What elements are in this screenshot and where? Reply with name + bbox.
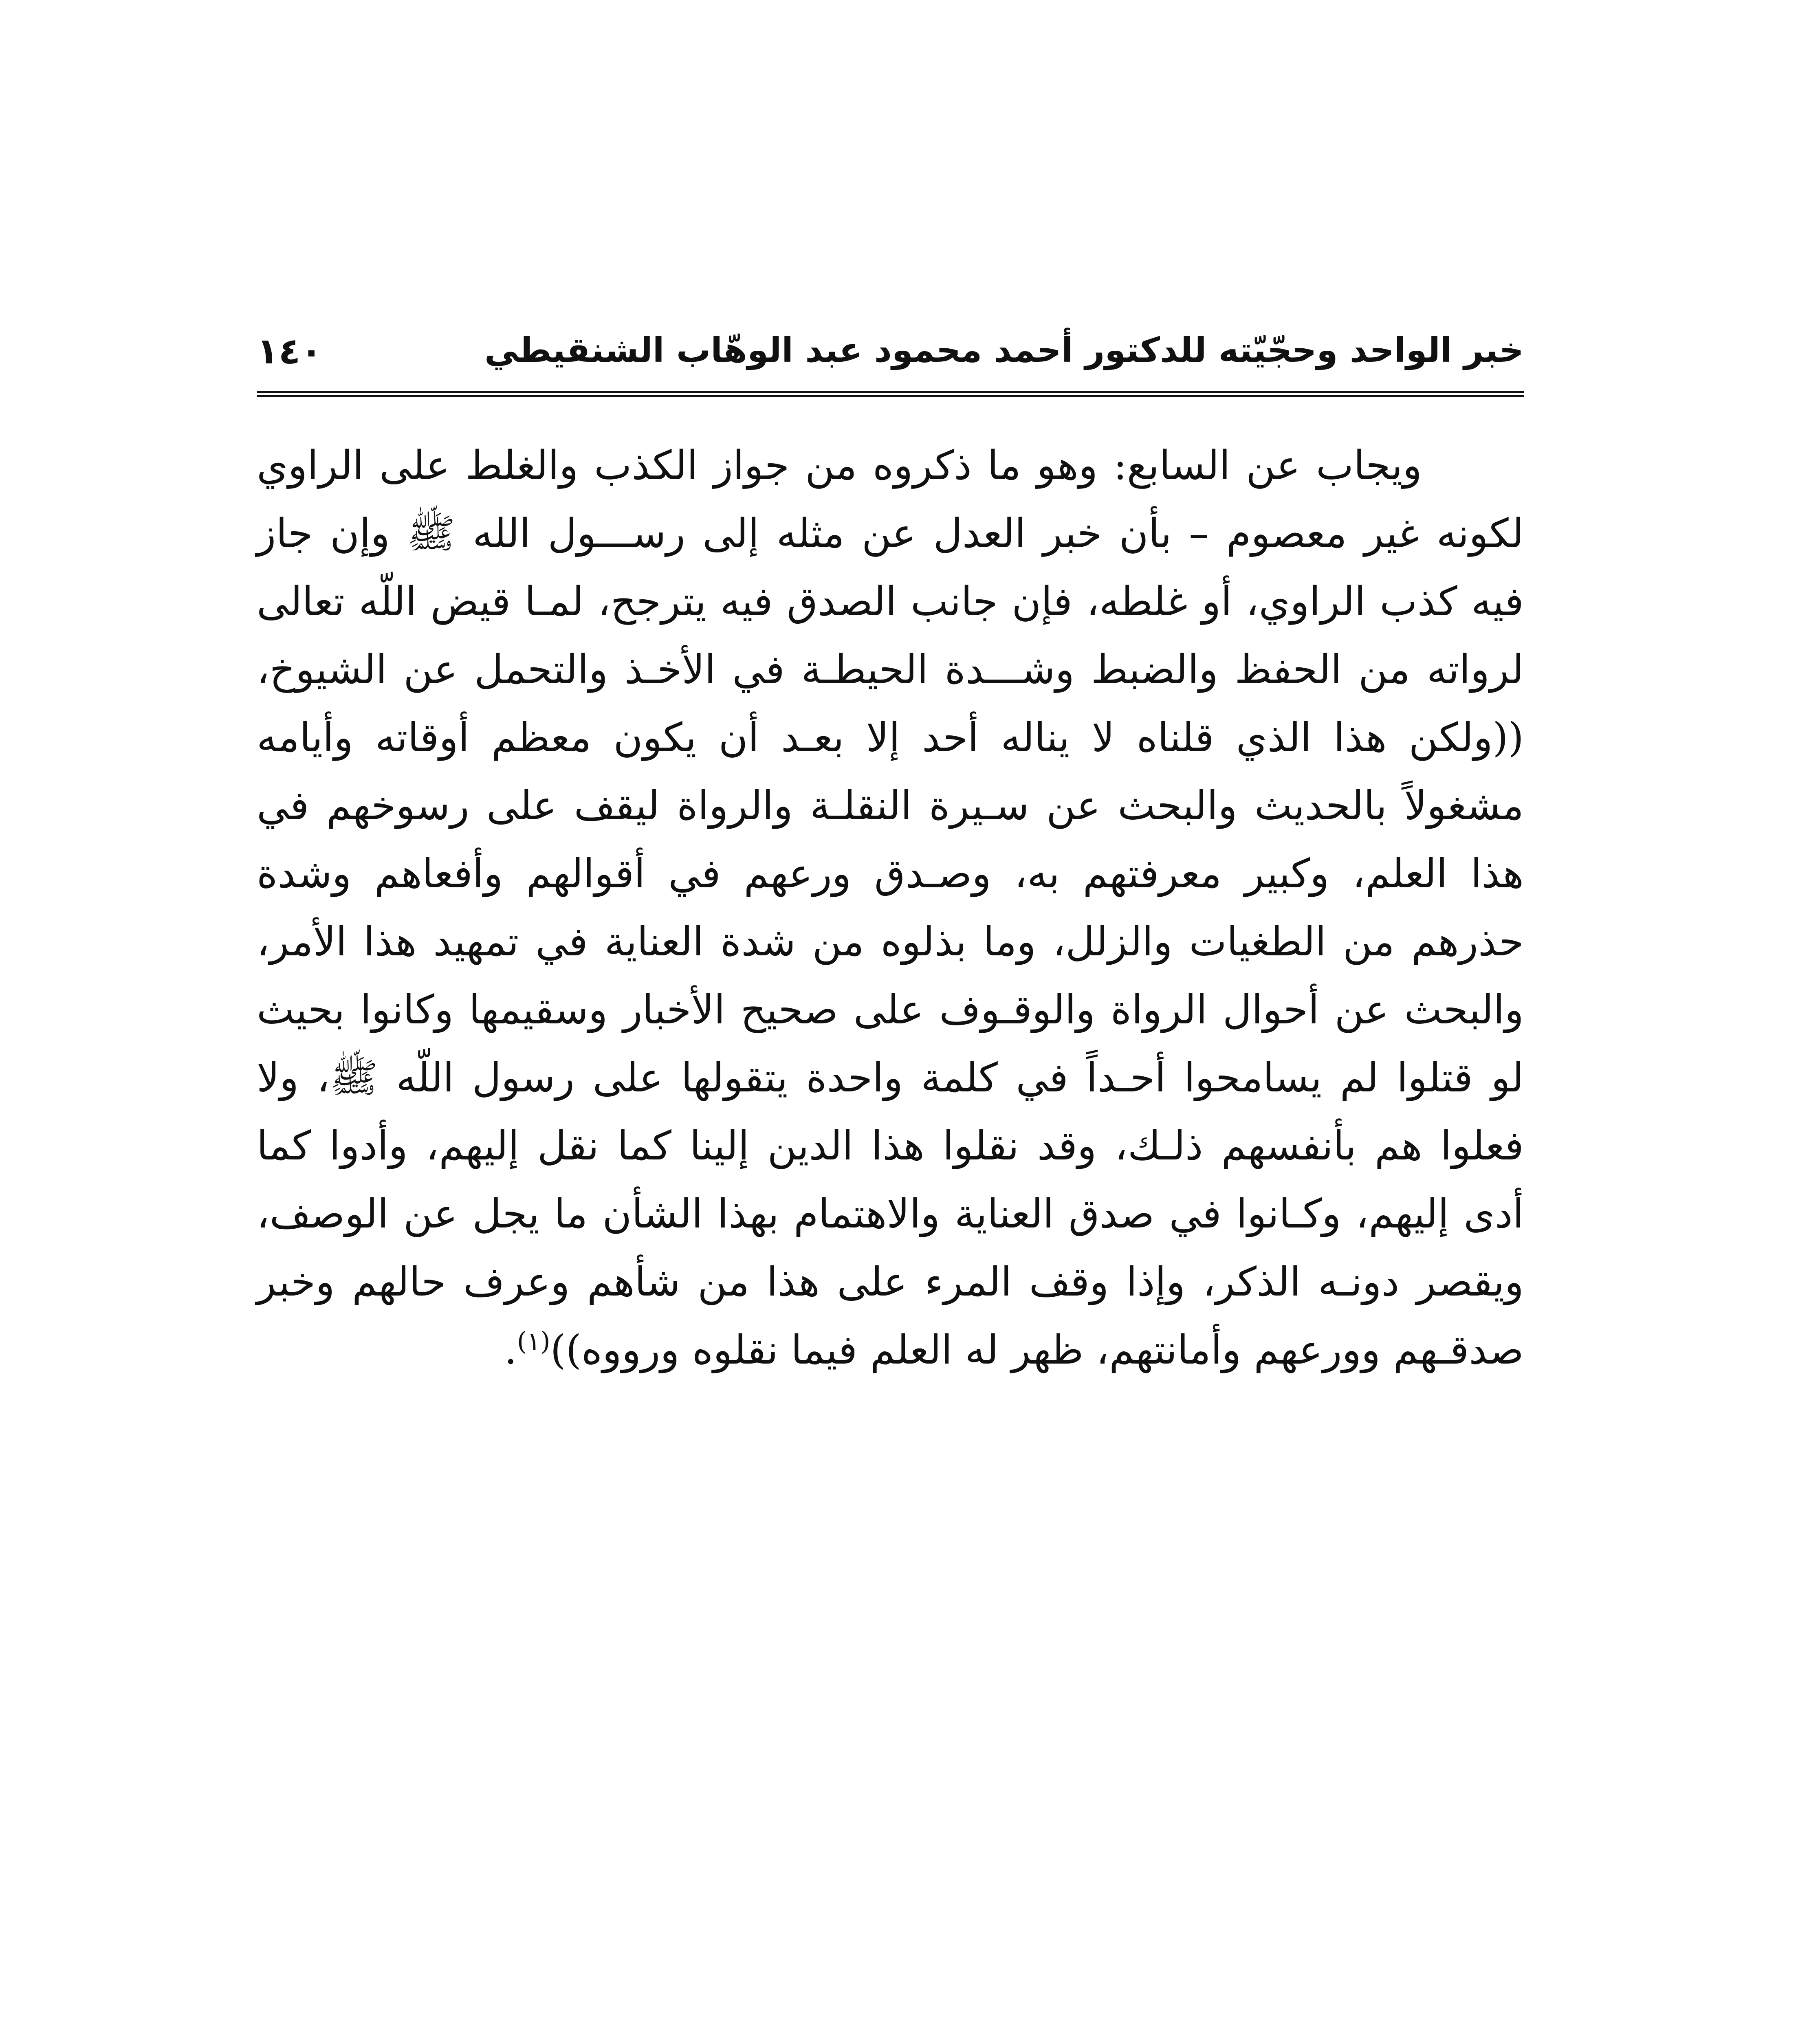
main-text — [257, 432, 1524, 1384]
running-header — [257, 322, 1524, 383]
header-book-title: خبر الواحد وحجّيّته للدكتور أحمد محمود عبد الوهّاب الشنقيطي — [484, 330, 1524, 370]
header-divider — [257, 391, 1524, 397]
body-paragraph — [257, 432, 1524, 1384]
paragraph-text: ويجاب عن السابع: وهو ما ذكروه من جواز الكذب والغلط على الراوي لكونه غير معصوم – بأن خبر العدل عن مثله إلى رســـول الله ﷺ وإن جاز فيه كذب الراوي، أو غلطه، فإن جانب الصدق فيه يترجح، لمـا قيض اللّه تعالى لرواته من الحفظ والضبط وشـــدة الحيطـة في الأخـذ والتحمل عن الشيوخ، ((ولكن هذا الذي قلناه لا يناله أحد إلا بعـد أن يكون معظم أوقاته وأيامه مشغولاً بالحديث والبحث عن سـيرة النقلـة والرواة ليقف على رسوخهم في هذا العلم، وكبير معرفتهم به، وصـدق ورعهم في أقوالهم وأفعاهم وشدة حذرهم من الطغيات والزلل، وما بذلوه من شدة العناية في تمهيد هذا الأمر، والبحث عن أحوال الرواة والوقـوف على صحيح الأخبار وسقيمها وكانوا بحيث لو قتلوا لم يسامحوا أحـداً في كلمة واحدة يتقولها على رسول اللّه ﷺ، ولا فعلوا هم بأنفسهم ذلـك، وقد نقلوا هذا الدين إلينا كما نقل إليهم، وأدوا كما أدى إليهم، وكـانوا في صدق العناية والاهتمام بهذا الشأن ما يجل عن الوصف، ويقصر دونـه الذكر، وإذا وقف المرء على هذا من شأهم وعرف حالهم وخبر صدقـهم وورعهم وأمانتهم، ظهر له العلم فيما نقلوه ورووه)) — [257, 442, 1524, 1373]
page-number: ١٤٠ — [257, 330, 323, 372]
paragraph-end-mark: . — [504, 1327, 517, 1373]
footnote-reference: (١) — [517, 1326, 550, 1356]
